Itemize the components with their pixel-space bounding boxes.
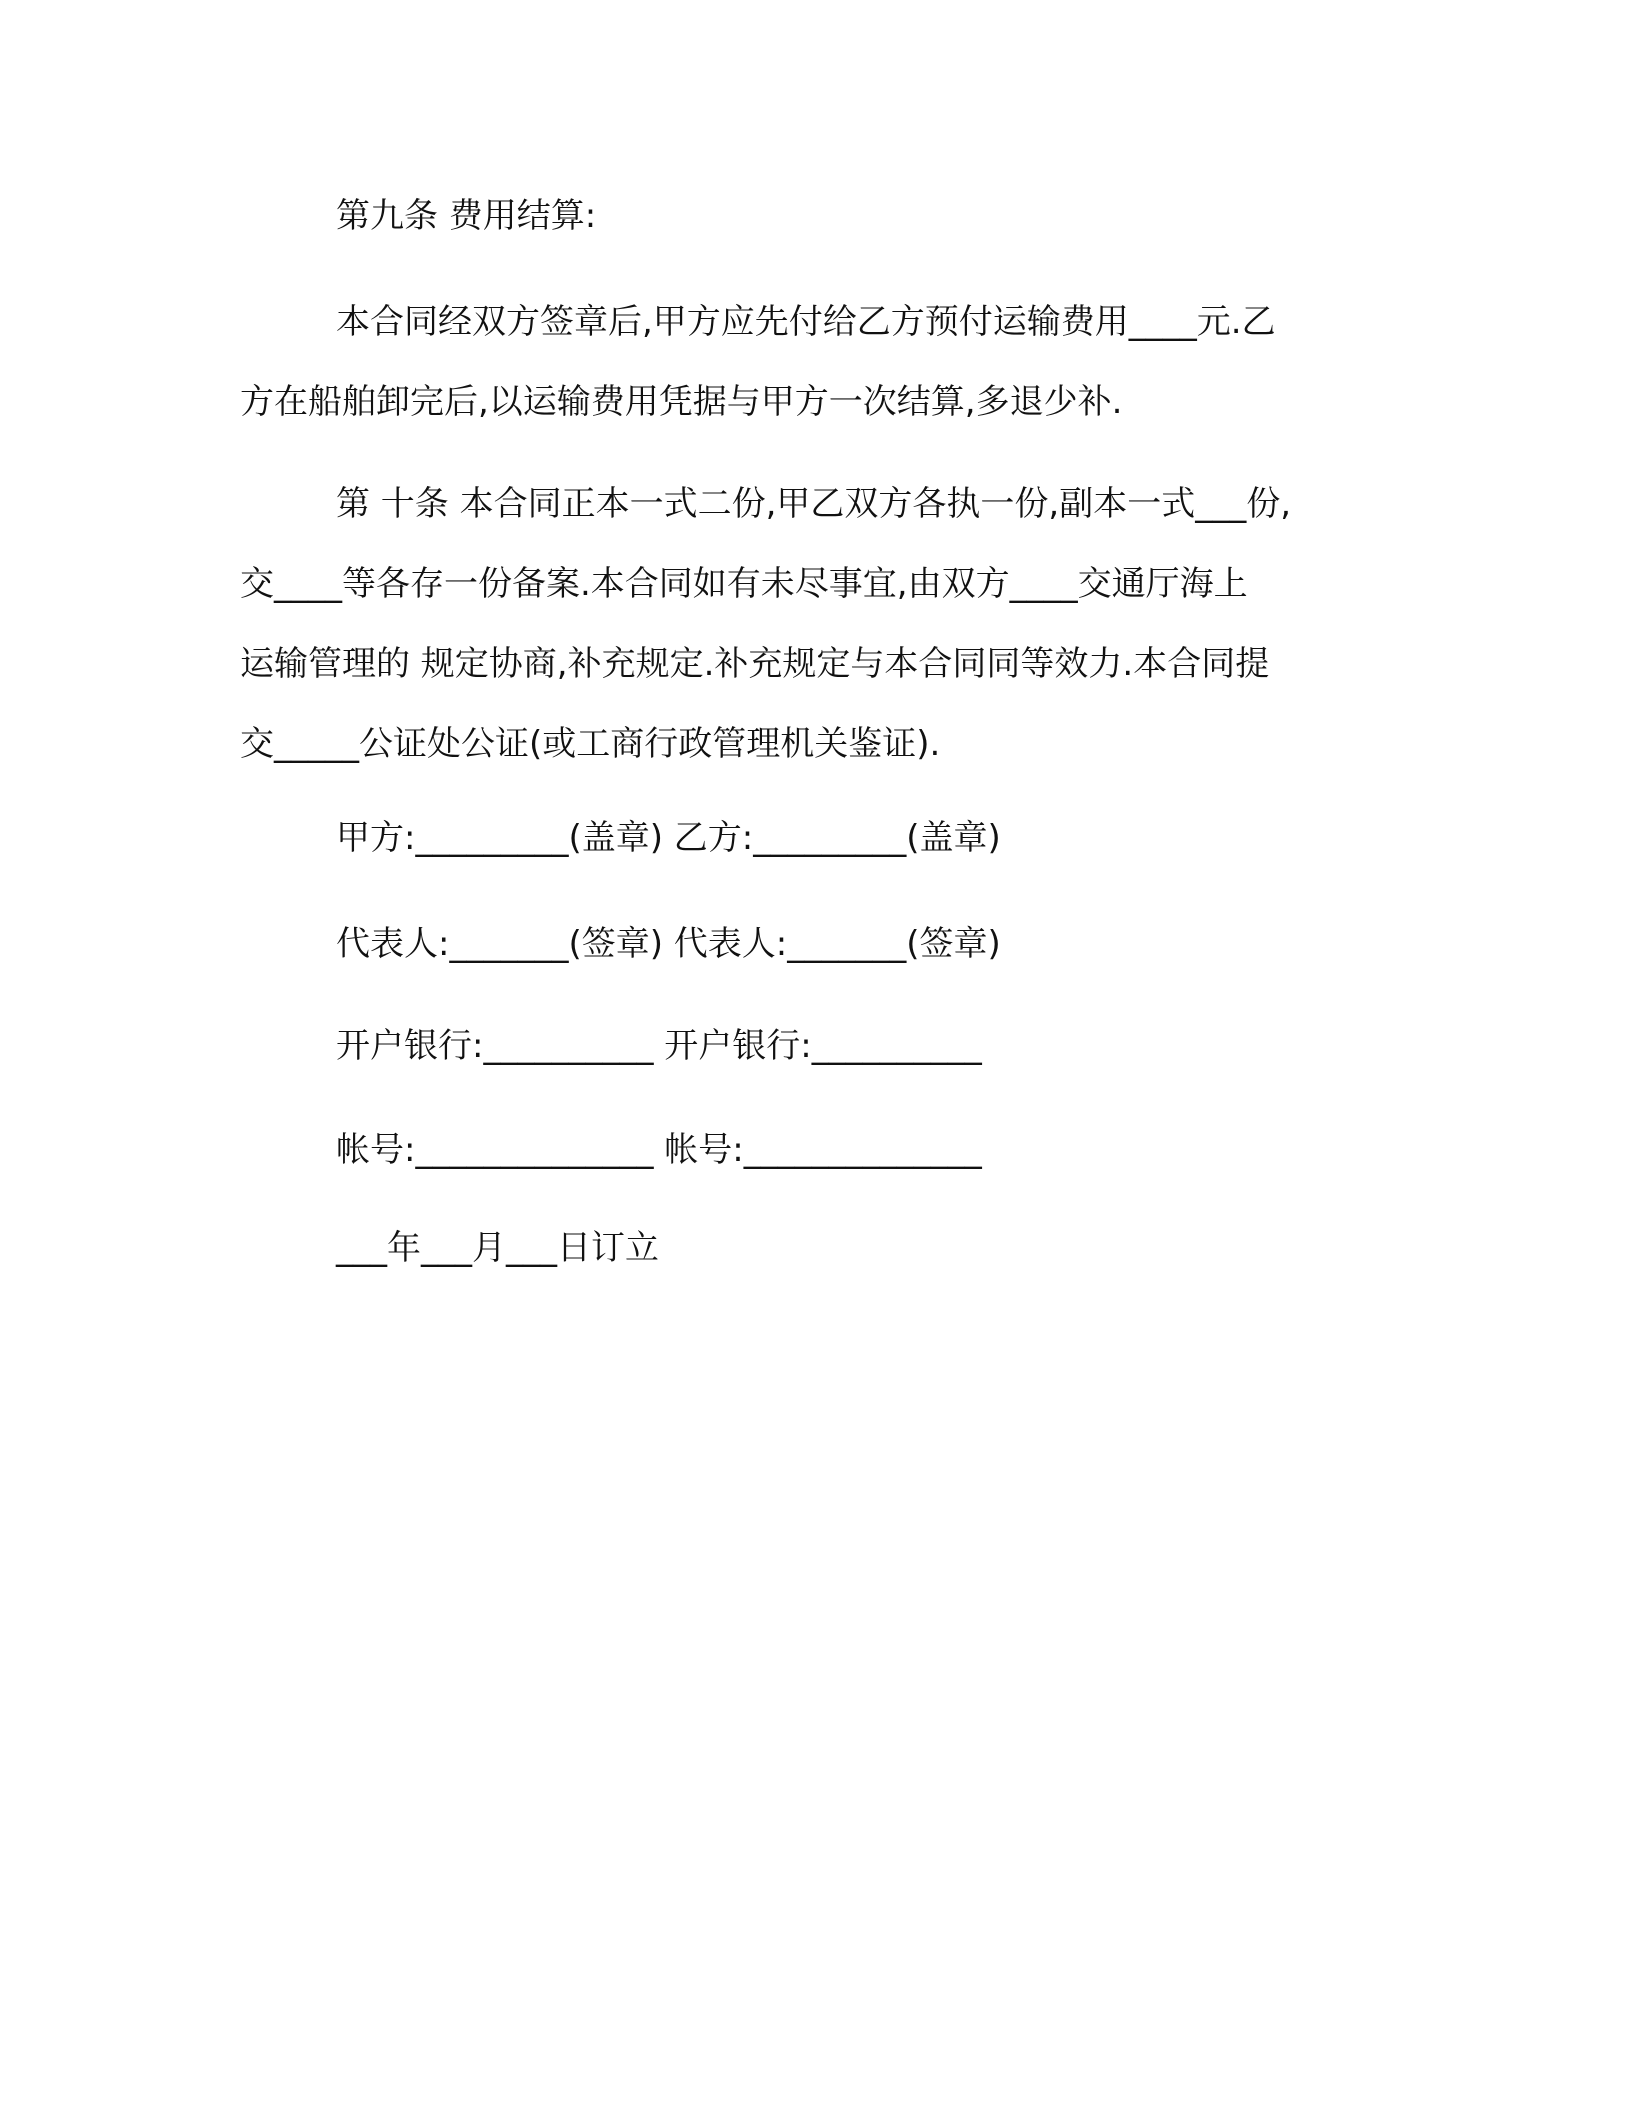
article10-line-4: 交_____公证处公证(或工商行政管理机关鉴证). [240,724,941,764]
signature-bank-line: 开户银行:__________ 开户银行:__________ [336,1026,982,1066]
article9-heading: 第九条 费用结算: [336,196,597,236]
signature-party-line: 甲方:_________(盖章) 乙方:_________(盖章) [336,818,1001,858]
article9-paragraph [240,282,1380,442]
signature-account-line: 帐号:______________ 帐号:______________ [336,1130,982,1170]
article9-line-1: 本合同经双方签章后,甲方应先付给乙方预付运输费用____元.乙 [336,302,1276,342]
article9-line-2: 方在船舶卸完后,以运输费用凭据与甲方一次结算,多退少补. [240,382,1123,422]
signature-date-line: ___年___月___日订立 [336,1228,659,1268]
signature-representative-line: 代表人:_______(签章) 代表人:_______(签章) [336,924,1001,964]
article10-line-1: 第 十条 本合同正本一式二份,甲乙双方各执一份,副本一式___份, [336,484,1292,524]
article10-line-2: 交____等各存一份备案.本合同如有未尽事宜,由双方____交通厅海上 [240,564,1248,604]
article10-paragraph [240,464,1380,784]
article10-line-3: 运输管理的 规定协商,补充规定.补充规定与本合同同等效力.本合同提 [240,644,1270,684]
